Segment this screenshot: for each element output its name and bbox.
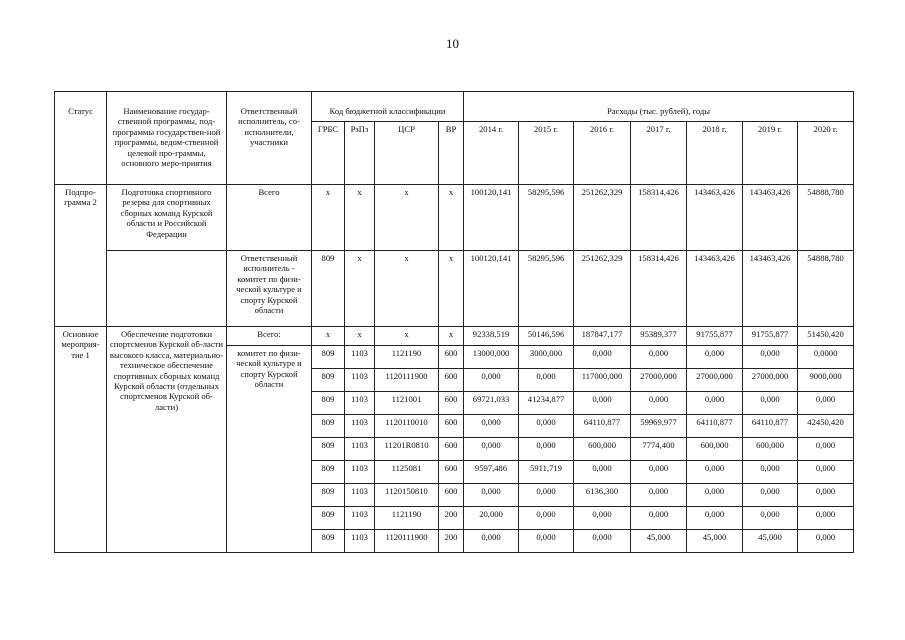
value-cell: 0,000: [574, 392, 631, 415]
col-header-year: 2016 г.: [574, 122, 631, 185]
csr-cell: 1125081: [375, 461, 439, 484]
value-cell: 54888,780: [798, 251, 854, 327]
vr-cell: x: [439, 251, 464, 327]
value-cell: 0,000: [743, 461, 798, 484]
csr-cell: 1121190: [375, 346, 439, 369]
value-cell: 9000,000: [798, 369, 854, 392]
value-cell: 0,0000: [798, 346, 854, 369]
value-cell: 100120,141: [464, 251, 519, 327]
col-header-year: 2017 г.: [631, 122, 687, 185]
value-cell: 0,000: [743, 484, 798, 507]
rzpr-cell: x: [345, 251, 375, 327]
value-cell: 0,000: [519, 507, 574, 530]
col-header-vr: ВР: [439, 122, 464, 185]
page-number: 10: [446, 36, 459, 51]
value-cell: 0,000: [519, 369, 574, 392]
measure-status: Основное мероприя-тие 1: [55, 327, 107, 553]
value-cell: 45,000: [743, 530, 798, 553]
rzpr-cell: 1103: [345, 369, 375, 392]
col-header-year: 2014 г.: [464, 122, 519, 185]
grbs-cell: 809: [312, 461, 345, 484]
value-cell: 600,000: [743, 438, 798, 461]
value-cell: 143463,426: [687, 251, 743, 327]
rzpr-cell: 1103: [345, 392, 375, 415]
rzpr-cell: x: [345, 185, 375, 251]
table-row: [55, 251, 854, 327]
csr-cell: x: [375, 327, 439, 346]
value-cell: 187847,177: [574, 327, 631, 346]
value-cell: 0,000: [631, 484, 687, 507]
value-cell: 0,000: [687, 392, 743, 415]
col-header-year: 2020 г.: [798, 122, 854, 185]
value-cell: 0,000: [687, 461, 743, 484]
value-cell: 0,000: [743, 392, 798, 415]
value-cell: 0,000: [631, 507, 687, 530]
vr-cell: x: [439, 327, 464, 346]
value-cell: 600,000: [574, 438, 631, 461]
value-cell: 251262,329: [574, 251, 631, 327]
value-cell: 0,000: [519, 415, 574, 438]
value-cell: 0,000: [631, 392, 687, 415]
vr-cell: 600: [439, 346, 464, 369]
value-cell: 13000,000: [464, 346, 519, 369]
value-cell: 0,000: [631, 461, 687, 484]
col-header-grbs: ГРБС: [312, 122, 345, 185]
value-cell: 0,000: [798, 484, 854, 507]
csr-cell: 1120111900: [375, 530, 439, 553]
value-cell: 143463,426: [687, 185, 743, 251]
value-cell: 0,000: [743, 346, 798, 369]
csr-cell: 1120111900: [375, 369, 439, 392]
value-cell: 92338,519: [464, 327, 519, 346]
value-cell: 0,000: [631, 346, 687, 369]
vr-cell: 200: [439, 530, 464, 553]
value-cell: 0,000: [574, 346, 631, 369]
value-cell: 158314,426: [631, 251, 687, 327]
csr-cell: 1121001: [375, 392, 439, 415]
rzpr-cell: 1103: [345, 530, 375, 553]
value-cell: 51450,420: [798, 327, 854, 346]
value-cell: 117000,000: [574, 369, 631, 392]
col-header-rzpr: РзПз: [345, 122, 375, 185]
vr-cell: 200: [439, 507, 464, 530]
executor-cell: Всего:: [227, 327, 312, 346]
value-cell: 9597,486: [464, 461, 519, 484]
col-header-year: 2015 г.: [519, 122, 574, 185]
value-cell: 27000,000: [743, 369, 798, 392]
value-cell: 0,000: [464, 484, 519, 507]
value-cell: 0,000: [687, 484, 743, 507]
rzpr-cell: x: [345, 327, 375, 346]
value-cell: 143463,426: [743, 251, 798, 327]
grbs-cell: 809: [312, 530, 345, 553]
value-cell: 64110,877: [743, 415, 798, 438]
vr-cell: 600: [439, 392, 464, 415]
rzpr-cell: 1103: [345, 484, 375, 507]
csr-cell: x: [375, 185, 439, 251]
vr-cell: 600: [439, 415, 464, 438]
col-header-name: Наименование государ-ственной программы, под-программы государствен-ной программы, ведом-ственной целевой про-граммы, основного меро-приятия: [107, 92, 227, 185]
grbs-cell: x: [312, 327, 345, 346]
col-header-expenses: Расходы (тыс. рублей), годы: [464, 92, 854, 122]
grbs-cell: 809: [312, 369, 345, 392]
value-cell: 20,000: [464, 507, 519, 530]
value-cell: 0,000: [798, 461, 854, 484]
col-header-year: 2019 г.: [743, 122, 798, 185]
value-cell: 0,000: [519, 530, 574, 553]
value-cell: 95389,377: [631, 327, 687, 346]
col-header-budget-code: Код бюджетной классификации: [312, 92, 464, 122]
value-cell: 0,000: [574, 530, 631, 553]
table-row: [55, 185, 854, 251]
col-header-year: 2018 г.: [687, 122, 743, 185]
value-cell: 0,000: [464, 415, 519, 438]
value-cell: 100120,141: [464, 185, 519, 251]
vr-cell: x: [439, 185, 464, 251]
measure-name: Обеспечение подготовки спортсменов Курской об-ласти высокого класса, материально-техническое обеспечение спортивных сборных команд Курской области (отдельных спортсменов Курской об-ласти): [107, 327, 227, 553]
csr-cell: 1120150810: [375, 484, 439, 507]
value-cell: 0,000: [519, 438, 574, 461]
value-cell: 50146,596: [519, 327, 574, 346]
csr-cell: 1121190: [375, 507, 439, 530]
grbs-cell: 809: [312, 484, 345, 507]
value-cell: 251262,329: [574, 185, 631, 251]
value-cell: 0,000: [798, 392, 854, 415]
col-header-csr: ЦСР: [375, 122, 439, 185]
value-cell: 58295,596: [519, 185, 574, 251]
value-cell: 64110,877: [687, 415, 743, 438]
table-row: [55, 327, 854, 346]
value-cell: 69721,033: [464, 392, 519, 415]
value-cell: 59969,977: [631, 415, 687, 438]
executor-cell: Всего: [227, 185, 312, 251]
value-cell: 27000,000: [687, 369, 743, 392]
value-cell: 0,000: [519, 484, 574, 507]
value-cell: 7774,400: [631, 438, 687, 461]
value-cell: 6136,300: [574, 484, 631, 507]
value-cell: 0,000: [798, 530, 854, 553]
rzpr-cell: 1103: [345, 415, 375, 438]
value-cell: 0,000: [743, 507, 798, 530]
value-cell: 143463,426: [743, 185, 798, 251]
value-cell: 600,000: [687, 438, 743, 461]
grbs-cell: 809: [312, 251, 345, 327]
csr-cell: x: [375, 251, 439, 327]
rzpr-cell: 1103: [345, 507, 375, 530]
rzpr-cell: 1103: [345, 438, 375, 461]
value-cell: 64110,877: [574, 415, 631, 438]
value-cell: 0,000: [464, 530, 519, 553]
col-header-executor: Ответственный исполнитель, со-исполнители, участники: [227, 92, 312, 185]
value-cell: 0,000: [464, 369, 519, 392]
value-cell: 27000,000: [631, 369, 687, 392]
name-cell-empty: [107, 251, 227, 327]
value-cell: 5911,719: [519, 461, 574, 484]
grbs-cell: 809: [312, 346, 345, 369]
value-cell: 54888,780: [798, 185, 854, 251]
value-cell: 0,000: [687, 346, 743, 369]
vr-cell: 600: [439, 438, 464, 461]
vr-cell: 600: [439, 484, 464, 507]
grbs-cell: 809: [312, 438, 345, 461]
budget-table: [54, 91, 854, 553]
csr-cell: 11201R0810: [375, 438, 439, 461]
value-cell: 58295,596: [519, 251, 574, 327]
grbs-cell: 809: [312, 392, 345, 415]
rzpr-cell: 1103: [345, 461, 375, 484]
vr-cell: 600: [439, 369, 464, 392]
value-cell: 42450,420: [798, 415, 854, 438]
value-cell: 0,000: [798, 507, 854, 530]
executor-cell: Ответственный исполнитель - комитет по физи-ческой культуре и спорту Курской области: [227, 251, 312, 327]
rzpr-cell: 1103: [345, 346, 375, 369]
grbs-cell: 809: [312, 507, 345, 530]
value-cell: 45,000: [631, 530, 687, 553]
vr-cell: 600: [439, 461, 464, 484]
subprogram-name: Подготовка спортивного резерва для спортивных сборных команд Курской области и Российской Федерации: [107, 185, 227, 251]
subprogram-status: Подпро-грамма 2: [55, 185, 107, 327]
value-cell: 0,000: [798, 438, 854, 461]
value-cell: 0,000: [687, 507, 743, 530]
value-cell: 0,000: [574, 461, 631, 484]
value-cell: 41234,877: [519, 392, 574, 415]
measure-executor: комитет по физи-ческой культуре и спорту Курской области: [227, 346, 312, 553]
col-header-status: Статус: [55, 92, 107, 185]
value-cell: 91755,877: [687, 327, 743, 346]
value-cell: 3000,000: [519, 346, 574, 369]
value-cell: 0,000: [574, 507, 631, 530]
value-cell: 91755,877: [743, 327, 798, 346]
value-cell: 158314,426: [631, 185, 687, 251]
csr-cell: 1120110010: [375, 415, 439, 438]
value-cell: 0,000: [464, 438, 519, 461]
value-cell: 45,000: [687, 530, 743, 553]
grbs-cell: x: [312, 185, 345, 251]
grbs-cell: 809: [312, 415, 345, 438]
